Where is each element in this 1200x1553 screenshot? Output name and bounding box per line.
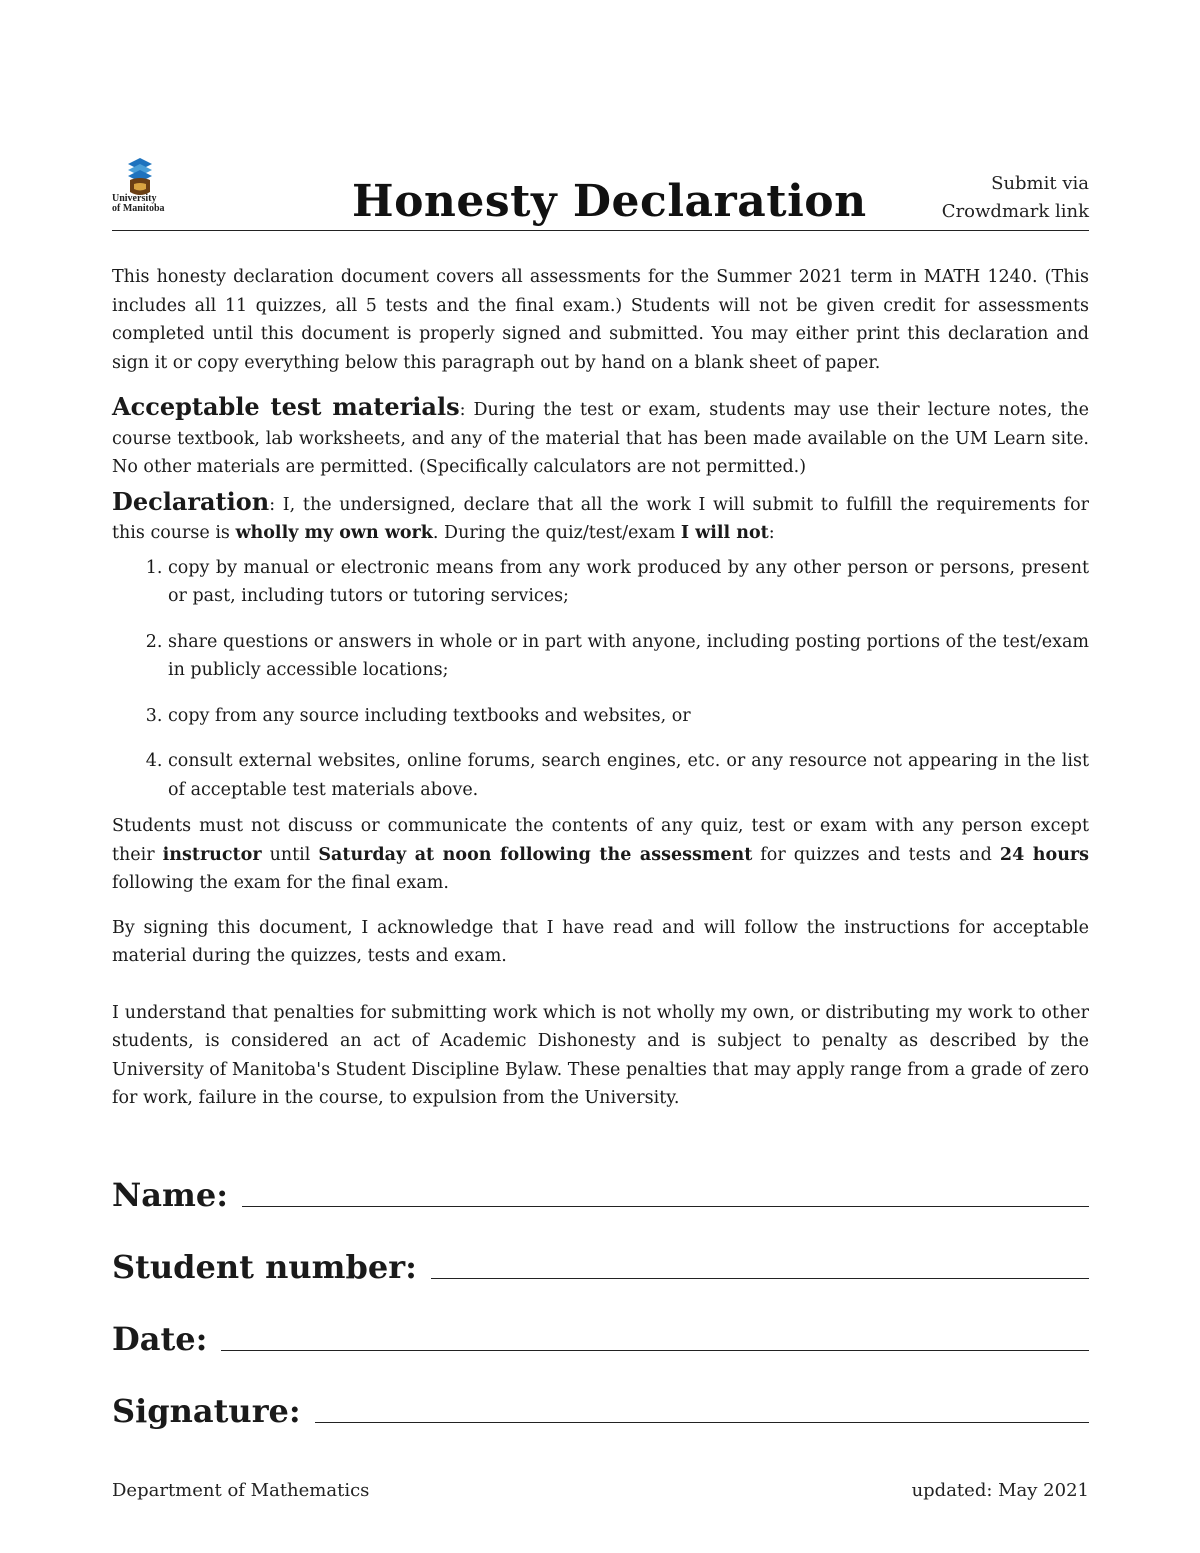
page-title: Honesty Declaration	[352, 176, 867, 227]
declaration-section: Declaration: I, the undersigned, declare that all the work I will submit to fulfill the requirements for this course is wholly my own work. During the quiz/test/exam I will not:	[112, 486, 1089, 543]
student-number-field[interactable]	[112, 1215, 1089, 1287]
footer-updated: updated: May 2021	[911, 1480, 1089, 1501]
student-number-line[interactable]	[431, 1278, 1089, 1279]
materials-heading: Acceptable test materials	[112, 392, 460, 421]
acknowledge-paragraph: By signing this document, I acknowledge that I have read and will follow the instructions for acceptable material during the quizzes, tests and exam.	[112, 917, 1089, 966]
signature-line[interactable]	[315, 1422, 1089, 1423]
materials-section	[112, 393, 1089, 482]
name-line[interactable]	[242, 1206, 1089, 1207]
date-label: Date:	[112, 1319, 208, 1358]
penalties-paragraph: I understand that penalties for submitting work which is not wholly my own, or distributing my work to other students, is considered an act of Academic Dishonesty and is subject to penalty as described by the University of Manitoba's Student Discipline Bylaw. These penalties that may apply range from a grade of zero for work, failure in the course, to expulsion from the University.	[112, 1002, 1089, 1108]
list-item: 1. copy by manual or electronic means from any work produced by any other person or persons, present or past, including tutors or tutoring services;	[168, 554, 1089, 611]
student-number-label: Student number:	[112, 1247, 417, 1286]
list-item: 4. consult external websites, online forums, search engines, etc. or any resource not appearing in the list of acceptable test materials above.	[168, 747, 1089, 804]
name-label: Name:	[112, 1175, 229, 1214]
materials-text: : During the test or exam, students may use their lecture notes, the course textbook, lab worksheets, and any of the material that has been made available on the UM Learn site. No other materials are permitted. (Specifically calculators are not permitted.)	[112, 400, 1089, 477]
list-item: 3. copy from any source including textbooks and websites, or	[168, 702, 1089, 731]
signature-fields	[112, 1143, 1089, 1431]
declaration-list	[112, 554, 1089, 805]
signature-label: Signature:	[112, 1391, 301, 1430]
name-field[interactable]	[112, 1143, 1089, 1215]
declaration-heading: Declaration	[112, 486, 270, 516]
date-field[interactable]	[112, 1287, 1089, 1359]
intro-paragraph: This honesty declaration document covers all assessments for the Summer 2021 term in MATH 1240. (This includes all 11 quizzes, all 5 tests and the final exam.) Students will not be given credit for assessments completed until this document is properly signed and submitted. You may either print this declaration and sign it or copy everything below this paragraph out by hand on a blank sheet of paper.	[112, 267, 1089, 373]
date-line[interactable]	[221, 1350, 1089, 1351]
header	[112, 150, 1089, 231]
signature-field[interactable]	[112, 1359, 1089, 1431]
list-item: 2. share questions or answers in whole or in part with anyone, including posting portions of the test/exam in publicly accessible locations;	[168, 628, 1089, 685]
communication-paragraph: Students must not discuss or communicate the contents of any quiz, test or exam with any person except their instructor until Saturday at noon following the assessment for quizzes and tests and 24 hours following the exam for the final exam.	[112, 816, 1089, 893]
footer-department: Department of Mathematics	[112, 1480, 370, 1501]
submit-instructions: Submit via Crowdmark link	[941, 173, 1089, 222]
document-page	[112, 150, 1089, 1431]
university-logo-text: University of Manitoba	[112, 193, 165, 214]
footer	[112, 1480, 1089, 1501]
